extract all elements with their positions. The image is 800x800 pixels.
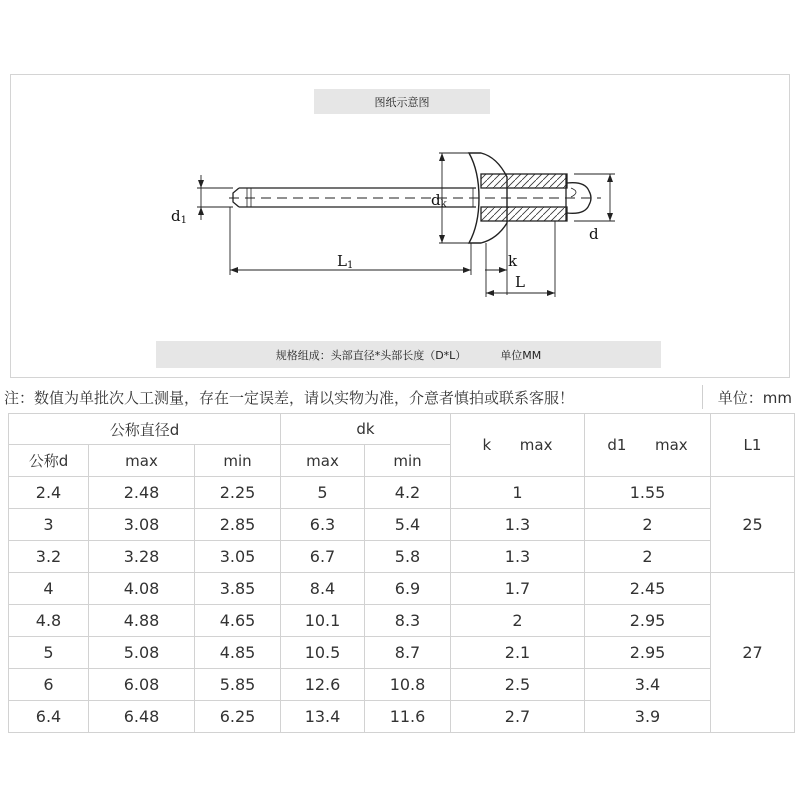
- cell-dk-max: 6.7: [281, 541, 365, 573]
- cell-d-max: 4.88: [89, 605, 195, 637]
- cell-d-max: 2.48: [89, 477, 195, 509]
- cell-k-max: 2.7: [451, 701, 585, 733]
- header-dk-min: min: [365, 445, 451, 477]
- cell-d-max: 3.08: [89, 509, 195, 541]
- cell-nominal-d: 4.8: [9, 605, 89, 637]
- cell-d1-max: 2.95: [585, 637, 711, 669]
- cell-dk-max: 12.6: [281, 669, 365, 701]
- cell-k-max: 2.5: [451, 669, 585, 701]
- header-k-max: k max: [451, 414, 585, 477]
- cell-L1: 25: [711, 477, 795, 573]
- header-d-max: max: [89, 445, 195, 477]
- cell-k-max: 2: [451, 605, 585, 637]
- table-row: [9, 605, 795, 637]
- cell-L1: 27: [711, 573, 795, 733]
- cell-dk-min: 5.4: [365, 509, 451, 541]
- spec-table: [8, 413, 795, 733]
- L-label: L: [515, 273, 525, 291]
- cell-d1-max: 3.4: [585, 669, 711, 701]
- cell-dk-max: 5: [281, 477, 365, 509]
- cell-d-min: 3.85: [195, 573, 281, 605]
- table-row: [9, 541, 795, 573]
- cell-d1-max: 2: [585, 541, 711, 573]
- spec-unit: 单位MM: [500, 348, 542, 362]
- L1-label: L1: [337, 252, 354, 271]
- d-label: d: [589, 225, 599, 243]
- header-d1-max: d1 max: [585, 414, 711, 477]
- cell-k-max: 1: [451, 477, 585, 509]
- cell-d-min: 4.65: [195, 605, 281, 637]
- cell-dk-min: 4.2: [365, 477, 451, 509]
- header-dk-max: max: [281, 445, 365, 477]
- cell-d-max: 6.08: [89, 669, 195, 701]
- note-divider: [702, 385, 703, 409]
- table-row: [9, 701, 795, 733]
- table-row: [9, 477, 795, 509]
- cell-k-max: 2.1: [451, 637, 585, 669]
- cell-dk-max: 6.3: [281, 509, 365, 541]
- cell-d1-max: 2.45: [585, 573, 711, 605]
- cell-dk-max: 10.5: [281, 637, 365, 669]
- cell-k-max: 1.7: [451, 573, 585, 605]
- cell-nominal-d: 3.2: [9, 541, 89, 573]
- header-dk: dk: [281, 414, 451, 445]
- note-text: 注：数值为单批次人工测量，存在一定误差，请以实物为准，介意者慎拍或联系客服！: [4, 388, 575, 407]
- cell-d-min: 4.85: [195, 637, 281, 669]
- note-unit: 单位：mm: [717, 388, 792, 407]
- spec-caption-bar: [156, 341, 661, 368]
- cell-d-min: 3.05: [195, 541, 281, 573]
- header-L1: L1: [711, 414, 795, 477]
- table-row: [9, 509, 795, 541]
- cell-k-max: 1.3: [451, 509, 585, 541]
- table-row: [9, 669, 795, 701]
- cell-dk-min: 8.3: [365, 605, 451, 637]
- cell-d-min: 2.25: [195, 477, 281, 509]
- spec-caption: 规格组成：头部直径*头部长度（D*L）: [275, 348, 467, 362]
- cell-d1-max: 2.95: [585, 605, 711, 637]
- cell-dk-max: 10.1: [281, 605, 365, 637]
- cell-d-min: 5.85: [195, 669, 281, 701]
- cell-nominal-d: 5: [9, 637, 89, 669]
- cell-dk-max: 8.4: [281, 573, 365, 605]
- cell-nominal-d: 6: [9, 669, 89, 701]
- dk-label: dk: [431, 191, 447, 210]
- cell-d-max: 4.08: [89, 573, 195, 605]
- cell-nominal-d: 3: [9, 509, 89, 541]
- diagram-title: 图纸示意图: [314, 89, 490, 114]
- d1-label: d1: [171, 207, 187, 226]
- cell-d1-max: 1.55: [585, 477, 711, 509]
- rivet-drawing: [11, 75, 789, 377]
- cell-dk-min: 5.8: [365, 541, 451, 573]
- drawing-panel: [10, 74, 790, 378]
- header-nominal-d: 公称d: [9, 445, 89, 477]
- cell-nominal-d: 6.4: [9, 701, 89, 733]
- table-row: [9, 637, 795, 669]
- header-nominal-diameter: 公称直径d: [9, 414, 281, 445]
- cell-nominal-d: 2.4: [9, 477, 89, 509]
- table-row: [9, 573, 795, 605]
- cell-nominal-d: 4: [9, 573, 89, 605]
- cell-d-max: 5.08: [89, 637, 195, 669]
- note-row: [0, 381, 800, 413]
- cell-k-max: 1.3: [451, 541, 585, 573]
- cell-dk-max: 13.4: [281, 701, 365, 733]
- cell-d1-max: 2: [585, 509, 711, 541]
- cell-dk-min: 6.9: [365, 573, 451, 605]
- cell-dk-min: 10.8: [365, 669, 451, 701]
- cell-d-max: 6.48: [89, 701, 195, 733]
- cell-dk-min: 8.7: [365, 637, 451, 669]
- cell-d-min: 6.25: [195, 701, 281, 733]
- cell-d-max: 3.28: [89, 541, 195, 573]
- k-label: k: [508, 252, 518, 270]
- header-d-min: min: [195, 445, 281, 477]
- cell-d-min: 2.85: [195, 509, 281, 541]
- cell-dk-min: 11.6: [365, 701, 451, 733]
- cell-d1-max: 3.9: [585, 701, 711, 733]
